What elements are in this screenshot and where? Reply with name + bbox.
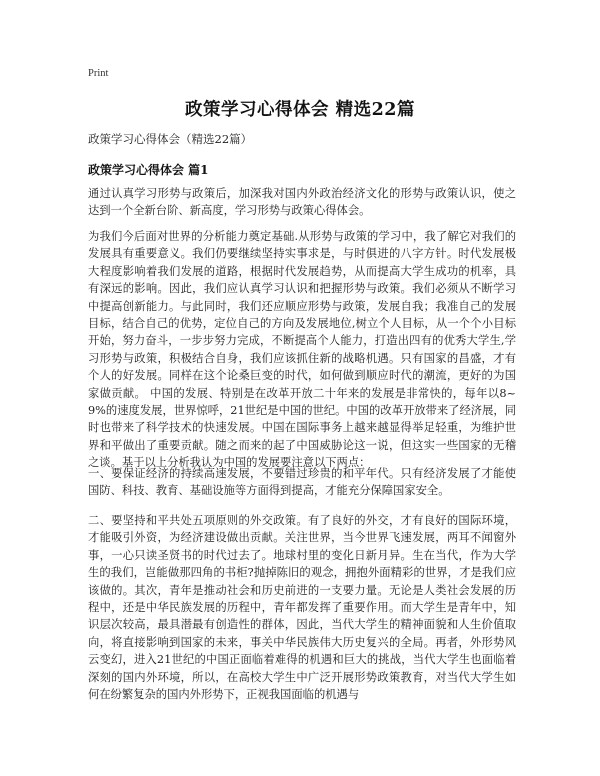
paragraph-intro: 通过认真学习形势与政策后，加深我对国内外政治经济文化的形势与政策认识，使之达到一个全新台阶、新高度，学习形势与政策心得体会。: [88, 187, 516, 218]
paragraph-analysis: 为我们今后面对世界的分析能力奠定基础.从形势与政策的学习中，我了解它对我们的发展具有重要意义。我们仍要继续坚持实事求是，与时俱进的八字方针。时代发展极大程度影响着我们发展的道路，根据时代发展趋势，从而提高大学生成功的机率，具有深远的影响。因此，我们应认真学习认识和把握形势与政策。我们必须从不断学习中提高创新能力。与此同时，我们还应顺应形势与政策，发展自我；我准自己的发展目标，结合自己的优势，定位自己的方向及发展地位,树立个人目标，从一个个小目标开始，努力奋斗，一步步努力完成，不断提高个人能力，打造出四有的优秀大学生,学习形势与政策，积极结合自身，我们应该抓住新的战略机遇。只有国家的昌盛，才有个人的好发展。同样在这个论桑巨变的时代，如何做到顺应时代的潮流，更好的为国家做贡献。 中国的发展、特别是在改革开放二十年来的发展是非常快的，每年以8~9%的速度发展，世界惊呼，21世纪是中国的世纪。中国的改革开放带来了经济展，同时也带来了科学技术的快速发展。中国在国际事务上越来越显得举足轻重，为维护世界和平做出了重要贡献。随之而来的起了中国威胁论这一说，但这实一些国家的无稽之谈。基于以上分析我认为中国的发展要注意以下两点：: [88, 230, 516, 470]
document-subtitle: 政策学习心得体会（精选22篇）: [88, 132, 253, 146]
print-label[interactable]: Print: [88, 68, 109, 79]
document-title: 政策学习心得体会 精选22篇: [185, 100, 415, 120]
paragraph-point-two: 二、要坚持和平共处五项原则的外交政策。有了良好的外交，才有良好的国际环境，才能吸引外资，为经济建设做出贡献。关注世界，当今世界飞速发展，两耳不闻窗外事，一心只读圣贤书的时代过去了。地球村里的变化日新月异。生在当代，作为大学生的我们，岂能做那四角的书柜?抛掉陈旧的观念，拥抱外面精彩的世界，才是我们应该做的。其次，青年是推动社会和历史前进的一支要力量。无论是人类社会发展的历程中，还是中华民族发展的历程中，青年都发挥了重要作用。而大学生是青年中，知识层次较高，最具潜最有创造性的群体，因此，当代大学生的精神面貌和人生价值取向，将直接影响到国家的未来，事关中华民族伟大历史复兴的全局。再者，外形势风云变幻，进入21世纪的中国正面临着难得的机遇和巨大的挑战，当代大学生也面临着深刻的国内外环境，所以，在高校大学生中广泛开展形势政策教育，对当代大学生如何在纷繁复杂的国内外形势下，正视我国面临的机遇与: [88, 514, 516, 702]
section-heading: 政策学习心得体会 篇1: [88, 163, 209, 177]
paragraph-point-one: 一、要保证经济的持续高速发展，不要错过珍贵的和平年代。只有经济发展了才能使国防、科技、教育、基础设施等方面得到提高，才能充分保障国家安全。: [88, 467, 516, 498]
